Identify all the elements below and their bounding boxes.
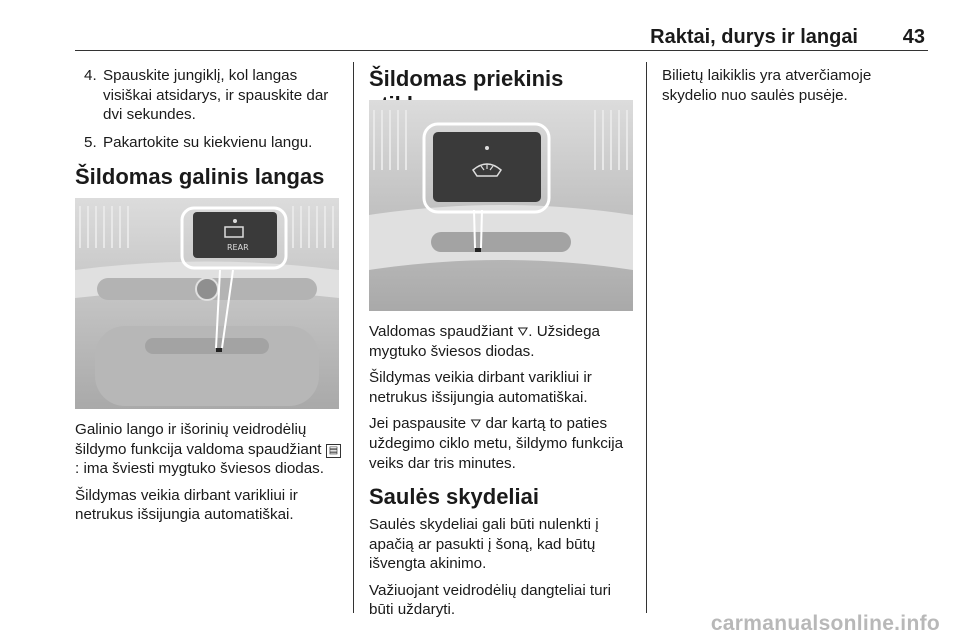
- step-text: Pakartokite su kiekvienu langu.: [103, 133, 313, 151]
- windscreen-desc-text-b: . Užsidega mygtuko šviesos diodas.: [369, 323, 601, 360]
- windscreen-desc-text-c: Jei paspausite: [369, 415, 467, 433]
- step-number: 4.: [84, 67, 97, 84]
- heading-rear-window: Šildomas galinis langas: [75, 164, 325, 189]
- windscreen-defrost-icon: ⛛: [470, 416, 482, 432]
- rear-desc-text-b: : ima šviesti mygtuko šviesos diodas.: [75, 460, 324, 478]
- windscreen-description-1: [369, 322, 635, 361]
- rear-desc-text-a: Galinio lango ir išorinių veidrodėlių šildymo funkcija valdoma spaudžiant: [75, 421, 322, 458]
- heading-sun-visors: Saulės skydeliai: [369, 484, 539, 509]
- heading-rear-window-block: [75, 164, 345, 190]
- dashboard-illustration-front: [369, 100, 633, 311]
- rear-label: REAR: [227, 243, 249, 252]
- heading-windscreen: Šildomas priekinis: [369, 66, 564, 91]
- page-header: [75, 26, 928, 48]
- column-divider-2: [646, 62, 647, 613]
- dashboard-illustration-rear: [75, 198, 339, 409]
- header-rule: [75, 50, 928, 51]
- column-divider-1: [353, 62, 354, 613]
- step-item: [75, 66, 345, 125]
- windscreen-defrost-icon: ⛛: [517, 324, 529, 339]
- page-number: 43: [902, 26, 925, 48]
- rear-window-defrost-icon: ▤: [326, 444, 341, 458]
- windscreen-description-3: [369, 414, 635, 473]
- step-text: Spauskite jungiklį, kol langas visiškai atsidarys, ir spauskite dar dvi sekundes.: [103, 67, 329, 124]
- left-column-text: [75, 420, 345, 532]
- steps-list: [75, 66, 345, 152]
- sun-visor-description-1: Saulės skydeliai gali būti nulenkti į apačią ar pasukti į šoną, kad būtų išvengta akinimo.: [369, 516, 599, 573]
- left-column: [75, 66, 345, 160]
- rear-description-1: [75, 420, 345, 479]
- ticket-holder-description: Bilietų laikiklis yra atverčiamoje skydelio nuo saulės pusėje.: [662, 67, 872, 104]
- step-item: [75, 133, 345, 153]
- windscreen-desc-text-a: Valdomas spaudžiant: [369, 323, 514, 340]
- right-column: [662, 66, 928, 112]
- section-title: Raktai, durys ir langai: [650, 26, 858, 48]
- rear-defrost-illustration: [75, 198, 339, 409]
- sun-visors-text: [369, 515, 635, 627]
- rear-description-2: Šildymas veikia dirbant varikliui ir netrukus išsijungia automatiškai.: [75, 486, 298, 524]
- windscreen-defrost-illustration: [369, 100, 633, 311]
- middle-column-text: [369, 322, 635, 480]
- step-number: 5.: [84, 133, 97, 151]
- windscreen-desc-text-d: dar kartą to paties uždegimo ciklo metu, šildymo funkcija veiks dar tris minutes.: [369, 415, 624, 472]
- watermark: carmanualsonline.info: [710, 612, 940, 635]
- sun-visors-section: [369, 484, 635, 510]
- windscreen-description-2: Šildymas veikia dirbant varikliui ir netrukus išsijungia automatiškai.: [369, 369, 592, 406]
- sun-visor-description-2: Važiuojant veidrodėlių dangteliai turi būti uždaryti.: [369, 581, 612, 619]
